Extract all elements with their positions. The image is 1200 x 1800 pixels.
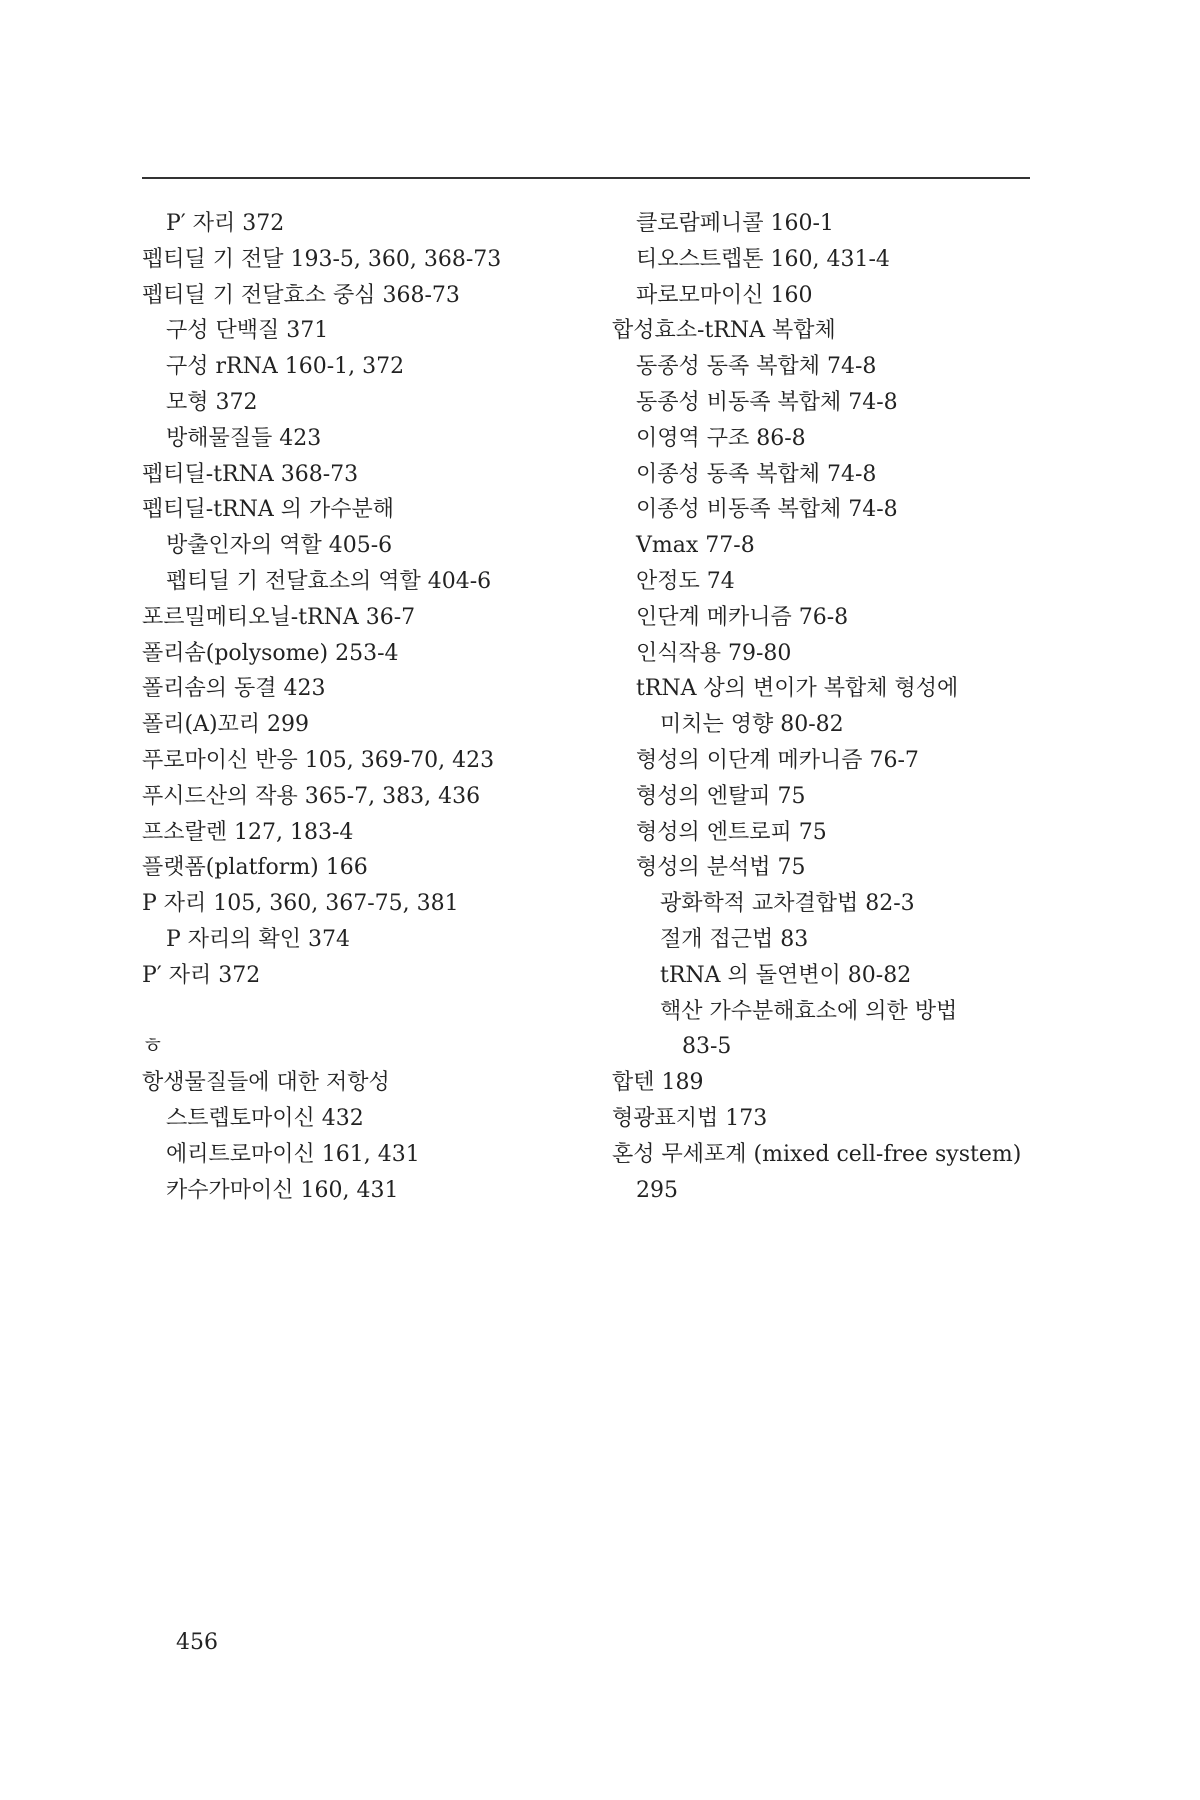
index-entry: P′ 자리 372 — [166, 211, 285, 236]
index-entry: tRNA 의 돌연변이 80-82 — [660, 962, 912, 988]
index-entry: 형성의 엔탈피 75 — [636, 783, 806, 809]
index-entry: 인단계 메카니즘 76-8 — [636, 604, 849, 630]
header-rule — [142, 177, 1030, 179]
index-entry: 클로람페니콜 160-1 — [636, 211, 834, 236]
index-entry: 에리트로마이신 161, 431 — [166, 1141, 420, 1167]
index-entry: 동종성 비동족 복합체 74-8 — [636, 389, 898, 415]
index-entry: 합텐 189 — [612, 1070, 704, 1096]
index-entry: 방출인자의 역할 405-6 — [166, 533, 393, 559]
index-entry: 이영역 구조 86-8 — [636, 425, 806, 451]
index-entry: 이종성 동족 복합체 74-8 — [636, 461, 877, 487]
index-entry: 프소랄렌 127, 183-4 — [142, 819, 354, 845]
index-entry: 구성 rRNA 160-1, 372 — [166, 354, 405, 380]
index-entry: 카수가마이신 160, 431 — [166, 1177, 399, 1203]
index-entry: 형광표지법 173 — [612, 1105, 768, 1131]
index-entry: 형성의 분석법 75 — [636, 855, 806, 881]
index-entry: 안정도 74 — [636, 568, 735, 594]
index-entry: P 자리 105, 360, 367-75, 381 — [142, 891, 459, 917]
index-spacer — [142, 994, 602, 1030]
index-entry: 이종성 비동족 복합체 74-8 — [636, 497, 898, 523]
index-entry: 구성 단백질 371 — [166, 318, 329, 344]
index-column-right — [612, 206, 1032, 1208]
index-entry: 83-5 — [682, 1034, 732, 1060]
index-entry: 동종성 동족 복합체 74-8 — [636, 354, 877, 380]
index-entry: 펩티딜-tRNA 의 가수분해 — [142, 497, 394, 523]
index-entry: 광화학적 교차결합법 82-3 — [660, 891, 915, 917]
index-entry: 펩티딜 기 전달 193-5, 360, 368-73 — [142, 246, 502, 272]
index-entry: 폴리솜(polysome) 253-4 — [142, 640, 399, 666]
index-entry: 형성의 엔트로피 75 — [636, 819, 827, 845]
index-entry: P 자리의 확인 374 — [166, 926, 351, 952]
index-entry: 스트렙토마이신 432 — [166, 1105, 364, 1131]
index-entry: 미치는 영향 80-82 — [660, 712, 844, 738]
index-entry: 폴리솜의 동결 423 — [142, 676, 326, 702]
index-entry: 항생물질들에 대한 저항성 — [142, 1070, 390, 1096]
index-entry: 인식작용 79-80 — [636, 640, 792, 666]
index-entry: 핵산 가수분해효소에 의한 방법 — [660, 998, 958, 1024]
index-entry: 형성의 이단계 메카니즘 76-7 — [636, 747, 919, 773]
index-entry: 푸시드산의 작용 365-7, 383, 436 — [142, 783, 481, 809]
index-entry: 포르밀메티오닐-tRNA 36-7 — [142, 604, 416, 630]
index-entry: P′ 자리 372 — [142, 962, 261, 988]
index-entry: ㅎ — [142, 1034, 164, 1060]
index-entry: 295 — [636, 1177, 678, 1203]
index-entry: 티오스트렙톤 160, 431-4 — [636, 246, 890, 272]
index-entry: 플랫폼(platform) 166 — [142, 855, 368, 881]
index-entry: 절개 접근법 83 — [660, 926, 809, 952]
index-entry: 펩티딜-tRNA 368-73 — [142, 461, 359, 487]
index-column-left — [142, 206, 602, 1208]
index-entry: 혼성 무세포계 (mixed cell-free system) — [612, 1141, 1022, 1167]
index-entry: 합성효소-tRNA 복합체 — [612, 318, 836, 344]
index-entry: 펩티딜 기 전달효소 중심 368-73 — [142, 282, 460, 308]
index-entry: Vmax 77-8 — [636, 533, 755, 559]
index-entry: 폴리(A)꼬리 299 — [142, 712, 310, 738]
index-entry: 파로모마이신 160 — [636, 282, 813, 308]
index-entry: 푸로마이신 반응 105, 369-70, 423 — [142, 747, 495, 773]
index-entry: 모형 372 — [166, 389, 258, 415]
page-number: 456 — [176, 1630, 218, 1655]
index-entry: 방해물질들 423 — [166, 425, 322, 451]
index-entry: tRNA 상의 변이가 복합체 형성에 — [636, 676, 959, 702]
index-entry: 펩티딜 기 전달효소의 역할 404-6 — [166, 568, 492, 594]
